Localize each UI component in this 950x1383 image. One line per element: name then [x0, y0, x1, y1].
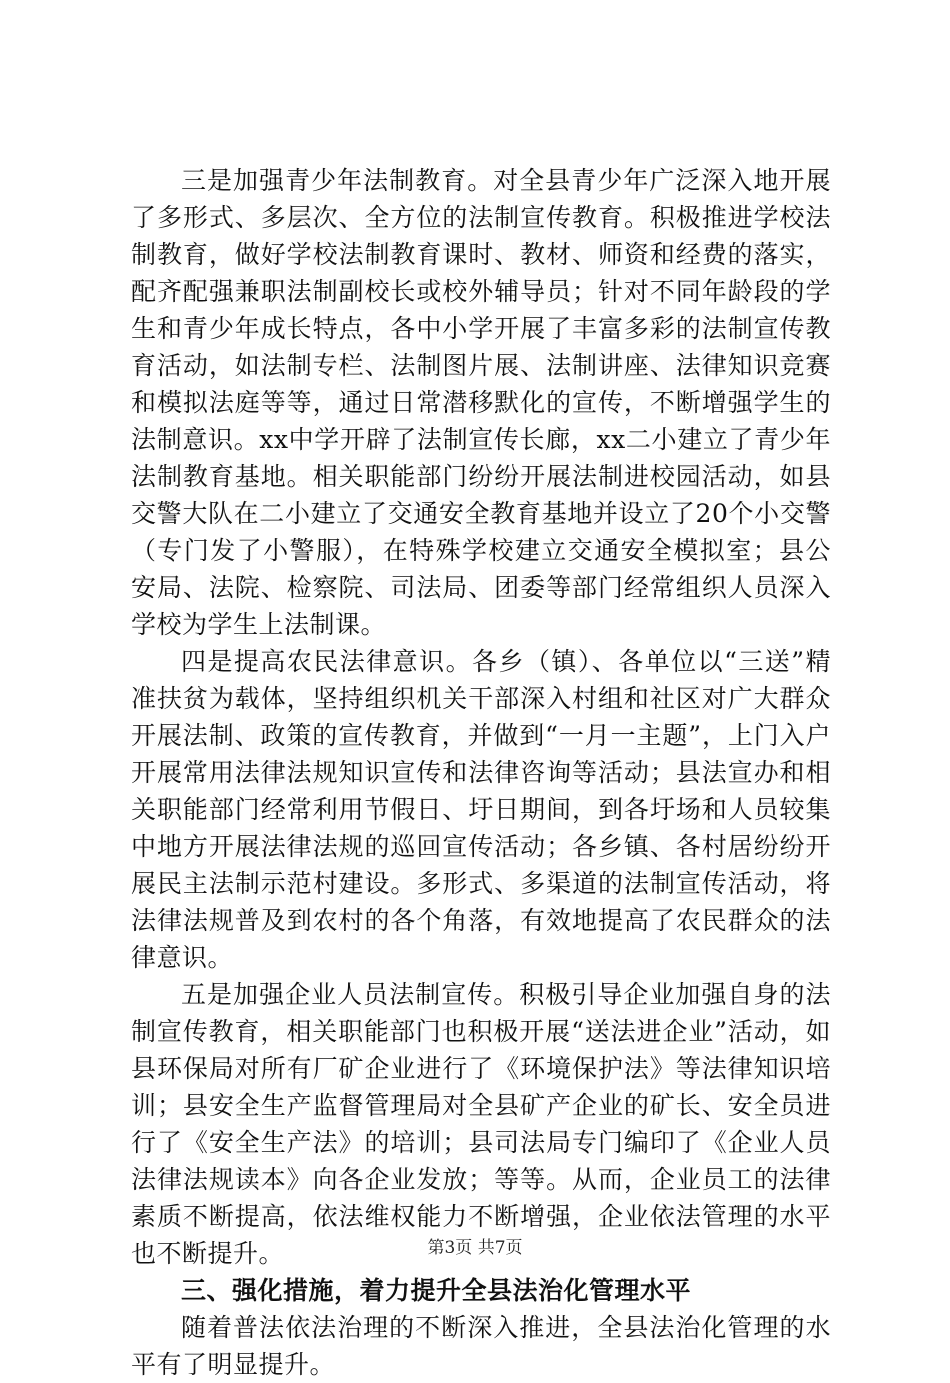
paragraph-enterprise-publicity: 五是加强企业人员法制宣传。积极引导企业加强自身的法制宣传教育，相关职能部门也积极开展“送法进企业”活动，如县环保局对所有厂矿企业进行了《环境保护法》等法律知识培训；县安全生产监督管理局对全县矿产企业的矿长、安全员进行了《安全生产法》的培训；县司法局专门编印了《企业人员法律法规读本》向各企业发放；等等。从而，企业员工的法律素质不断提高，依法维权能力不断增强，企业依法管理的水平也不断提升。 [131, 980, 831, 1268]
paragraph-farmer-awareness: 四是提高农民法律意识。各乡（镇）、各单位以“三送”精准扶贫为载体，坚持组织机关干部深入村组和社区对广大群众开展法制、政策的宣传教育，并做到“一月一主题”，上门入户开展常用法律法规知识宣传和法律咨询等活动；县法宣办和相关职能部门经常利用节假日、圩日期间，到各圩场和人员较集中地方开展法律法规的巡回宣传活动；各乡镇、各村居纷纷开展民主法制示范村建设。多形式、多渠道的法制宣传活动，将法律法规普及到农村的各个角落，有效地提高了农民群众的法律意识。 [131, 647, 831, 972]
paragraph-closing: 随着普法依法治理的不断深入推进，全县法治化管理的水平有了明显提升。 [131, 1313, 831, 1379]
page-footer: 第3页 共7页 [427, 1238, 523, 1258]
document-body [131, 162, 831, 1383]
paragraph-youth-education: 三是加强青少年法制教育。对全县青少年广泛深入地开展了多形式、多层次、全方位的法制宣传教育。积极推进学校法制教育，做好学校法制教育课时、教材、师资和经费的落实，配齐配强兼职法制副校长或校外辅导员；针对不同年龄段的学生和青少年成长特点，各中小学开展了丰富多彩的法制宣传教育活动，如法制专栏、法制图片展、法制讲座、法律知识竞赛和模拟法庭等等，通过日常潜移默化的宣传，不断增强学生的法制意识。xx中学开辟了法制宣传长廊，xx二小建立了青少年法制教育基地。相关职能部门纷纷开展法制进校园活动，如县交警大队在二小建立了交通安全教育基地并设立了20个小交警（专门发了小警服），在特殊学校建立交通安全模拟室；县公安局、法院、检察院、司法局、团委等部门经常组织人员深入学校为学生上法制课。 [131, 166, 831, 639]
section-heading: 三、强化措施，着力提升全县法治化管理水平 [181, 1276, 692, 1305]
